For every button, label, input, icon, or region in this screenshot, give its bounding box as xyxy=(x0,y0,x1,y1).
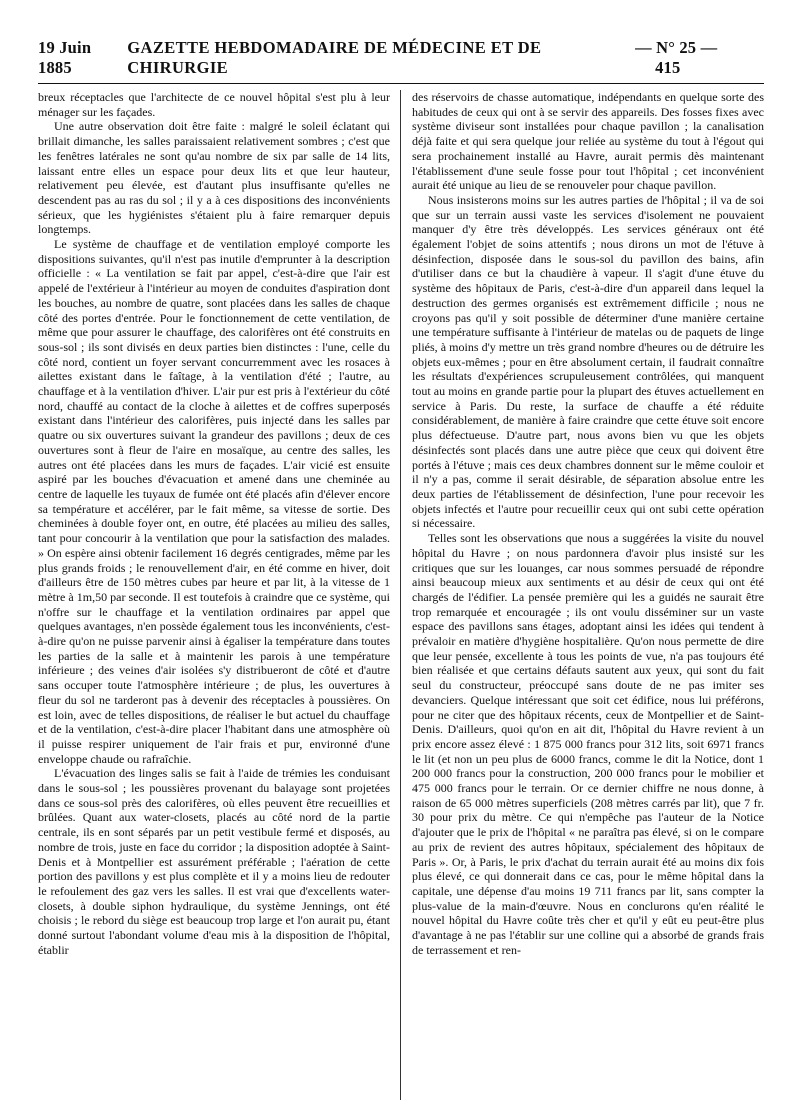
column-divider xyxy=(400,90,401,1100)
issue-date: 19 Juin 1885 xyxy=(38,38,92,77)
issue-number: — N° 25 — xyxy=(635,38,718,57)
page-number: 415 xyxy=(655,58,681,77)
paragraph: L'évacuation des linges salis se fait à l'aide de trémies les conduisant dans le sous-sol ; les poussières provenant du balayage sont projetées dans ce sous-sol près des calorifères, où elles peuvent être recueillies et brûlées. Quant aux water-closets, placés au côté nord de la partie centrale, ils en sont séparés par un petit vestibule fermé et disposés, au nombre de trois, juste en face du corridor ; la disposition adoptée à Saint-Denis et à Montpellier est assurément préférable ; l'aération de cette portion des pavillons y est plus complète et il y a moins lieu de redouter le refoulement des gaz vers les salles. Il est vrai que d'excellents water-closets, à double siphon hydraulique, du système Jennings, ont été choisis ; le rebord du siège est beaucoup trop large et l'on aurait pu, étant donné surtout l'abondant volume d'eau mis à la disposition de l'hôpital, établir xyxy=(38,766,390,957)
journal-title: GAZETTE HEBDOMADAIRE DE MÉDECINE ET DE CHIRURGIE xyxy=(127,38,542,77)
paragraph: Telles sont les observations que nous a suggérées la visite du nouvel hôpital du Havre ; on nous pardonnera d'avoir plus insisté sur les critiques que sur les louanges, car nous sommes persuadé de répondre ainsi beaucoup mieux aux sentiments et au désir de ceux qui ont été chargés de l'édifier. La pensée première qui les a guidés ne saurait être trop remarquée et encouragée ; ils ont voulu disséminer sur un vaste espace des pavillons sans étages, adoptant ainsi les idées qui tendent à prévaloir en matière d'hygiène hospitalière. Qu'on nous permette de dire que leur pensée, excellente à tous les points de vue, n'a pas toujours été bien réalisée et que certains défauts sautent aux yeux, qui sont du fait seul du constructeur, préoccupé sans doute de ne pas imiter ses devanciers. Quelque intéressant que soit cet édifice, nous lui préférons, pour ne citer que des hôpitaux récents, ceux de Montpellier et de Saint-Denis. D'ailleurs, quoi qu'on en ait dit, l'hôpital du Havre revient à un prix encore assez élevé : 1 875 000 francs pour 312 lits, soit 6971 francs le lit (et non un peu plus de 6000 francs, comme le dit la Notice, dont 1 200 000 francs pour la construction, 200 000 francs pour le mobilier et 475 000 francs pour le terrain. Or ce dernier chiffre ne nous donne, à raison de 65 000 mètres superficiels (208 mètres carrés par lit), que 7 fr. 30 pour prix du mètre. Ce qui n'empêche pas l'auteur de la Notice d'ajouter que le prix de l'hôpital « ne paraîtra pas élevé, si on le compare au prix de revient des autres hôpitaux, spécialement des hôpitaux de Paris ». Or, à Paris, le prix d'achat du terrain aurait été au moins dix fois plus élevé, ce qui donnerait dans ce cas, pour le même hôpital dans la capitale, une dépense d'au moins 19 711 francs par lit, sans compter la plus-value de la main-d'œuvre. Nous en conclurons qu'en réalité le nouvel hôpital du Havre coûte très cher et qu'il y eût eu peut-être plus d'avantage à ne pas l'établir sur une colline qui a absorbé de grands frais de terrassement et ren- xyxy=(412,531,764,957)
paragraph: des réservoirs de chasse automatique, indépendants en quelque sorte des habitudes de ceux qui ont à se servir des appareils. Des fosses fixes avec système diviseur sont installées pour chaque pavillon ; la canalisation déjà faite et qui sera quelque jour reliée au système du tout à l'égout qui sera prochainement installé au Havre, aurait permis dès maintenant l'établissement d'une seule fosse pour tout l'hôpital ; cet inconvénient aurait été unique au lieu de se renouveler pour chaque pavillon. xyxy=(412,90,764,193)
right-column xyxy=(412,90,764,957)
paragraph: Le système de chauffage et de ventilation employé comporte les dispositions suivantes, qu'il n'est pas inutile d'emprunter à la description officielle : « La ventilation se fait par appel, c'est-à-dire que l'air est appelé de l'extérieur à l'intérieur au moyen de conduites d'aspiration dont les bouches, au nombre de quatre, sont placées dans les salles de chaque côté des portes d'entrée. Pour le fonctionnement de cette ventilation, de même que pour assurer le chauffage, des calorifères ont été construits en sous-sol ; ils sont divisés en deux parties bien distinctes : l'une, celle du côté nord, contient un foyer servant concurremment avec les rosaces à ailettes existant dans le faîtage, à la ventilation d'été ; l'autre, au chauffage et à la ventilation d'hiver. L'air pur est pris à l'extérieur du côté nord, chauffé au contact de la cloche à ailettes et de coffres superposés existant dans l'intérieur des calorifères, puis injecté dans les salles par quatre ou six ouvertures suivant la grandeur des pavillons ; deux de ces ouvertures sont à fleur de l'aire en mosaïque, au centre des salles, les autres ont été placées dans les murs de façades. L'air vicié est ensuite aspiré par les bouches d'évacuation et amené dans une cheminée au centre de laquelle les tuyaux de fumée ont été placés afin d'élever encore sa température et accélérer, par le fait même, sa vitesse de sortie. Des cheminées à double foyer ont, en outre, été placées au milieu des salles, tant pour concourir à la ventilation que pour la satisfaction des malades. » On espère ainsi obtenir facilement 16 degrés centigrades, même par les plus grands froids ; le renouvellement d'air, en été comme en hiver, doit d'ailleurs être de 150 mètres cubes par heure et par lit, à la vitesse de 1 mètre à 1m,50 par seconde. Il est toutefois à craindre que ce système, qui n'offre sur le chauffage et la ventilation ordinaires par appel que quelques avantages, n'en possède également tous les inconvénients, c'est-à-dire qu'on ne puisse parvenir ainsi à égaliser la température dans toutes les parties de la salle et à maintenir les parois à une température inférieure ; des veines d'air isolées s'y distribueront de côté et d'autre sans occuper toute l'atmosphère intérieure ; de plus, les ouvertures à fleur du sol ne tarderont pas à devenir des réceptacles à poussières. On est loin, avec de telles dispositions, de réaliser le but actuel du chauffage et de la ventilation, c'est-à-dire placer l'habitant dans une atmosphère où il puisse respirer uniquement de l'air frais et pur, environné d'une enveloppe chaude ou rafraîchie. xyxy=(38,237,390,766)
paragraph: Une autre observation doit être faite : malgré le soleil éclatant qui brillait dimanche, les salles paraissaient relativement sombres ; c'est que les fenêtres latérales ne sont qu'au nombre de six par salle de 14 lits, laissant entre elles un espace pour deux lits et que leur hauteur, relativement peu élevée, est d'autant plus insuffisante qu'elles ne descendent pas au ras du sol ; il y a à ces dispositions des inconvénients sérieux, que les hygiénistes s'étaient plu à faire remarquer depuis longtemps. xyxy=(38,119,390,237)
running-header xyxy=(38,38,764,84)
two-column-body xyxy=(38,90,764,957)
paragraph: Nous insisterons moins sur les autres parties de l'hôpital ; il va de soi que sur un terrain aussi vaste les services d'isolement ne pouvaient manquer d'y être très développés. Les services généraux ont été également l'objet de soins attentifs ; nous dirons un mot de l'étuve à désinfection, disposée dans le sous-sol du pavillon des bains, afin d'utiliser dans ce but la chaudière à vapeur. Il s'agit d'une étuve du système des hôpitaux de Paris, c'est-à-dire d'un appareil dans lequel la destruction des germes organisés est extrêmement difficile ; nous ne croyons pas qu'il y soit possible de déterminer d'une manière certaine une température suffisante à l'intérieur de matelas ou de paquets de linge pliés, à moins d'y mettre un très grand nombre d'heures ou de détruire les objets eux-mêmes ; pour en être absolument certain, il faudrait connaître les résultats d'expériences scrupuleusement contrôlées, qui manquent tout au moins en grande partie pour la plupart des étuves actuellement en service à Paris. Du reste, la surface de chauffe a été réduite considérablement, de manière à faire craindre que cette étuve soit encore plus défectueuse. D'autre part, nous avons bien vu que les objets désinfectés sont placés dans une autre pièce que ceux qui doivent être portés à l'étuve ; mais ces deux chambres donnent sur le même couloir et il n'y a pas, comme il serait désirable, de séparation absolue entre les deux parties de l'établissement de désinfection, l'une pour recevoir les objets infectés et l'autre pour recueillir ceux qui ont subi cette opération si nécessaire. xyxy=(412,192,764,531)
left-column xyxy=(38,90,390,957)
paragraph: breux réceptacles que l'architecte de ce nouvel hôpital s'est plu à leur ménager sur les façades. xyxy=(38,90,390,119)
issue-and-page xyxy=(635,38,764,78)
